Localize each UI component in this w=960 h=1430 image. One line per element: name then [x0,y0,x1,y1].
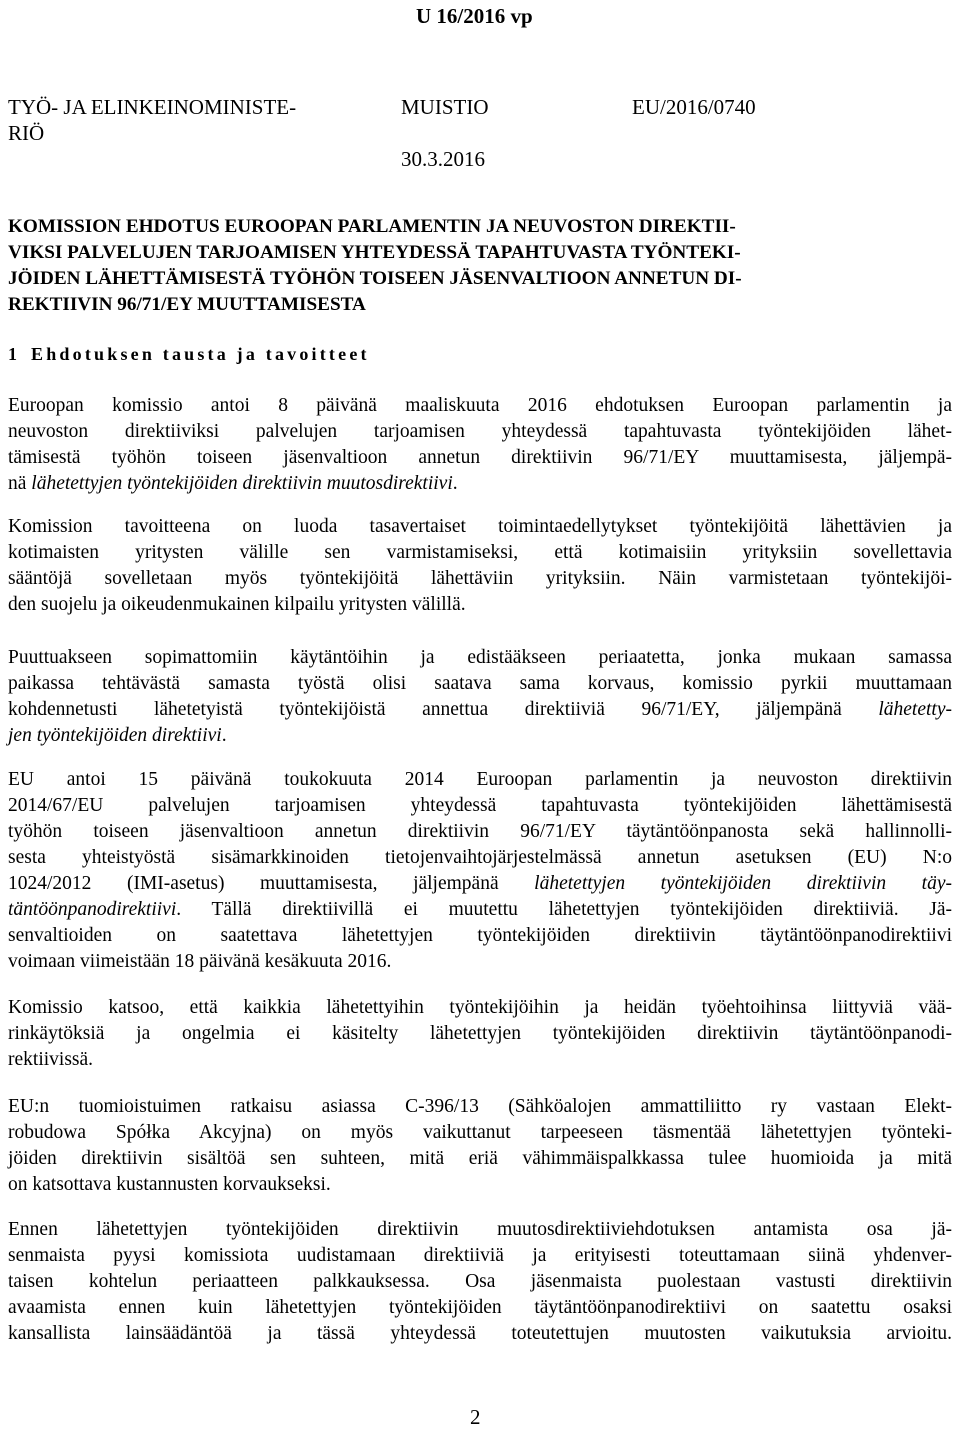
text-line: sääntöjä sovelletaan myös työntekijöitä lähettäviin yrityksiin. Näin varmistetaan työntekijöi- [8,568,952,589]
italic-term: täntöönpanodirektiivi [8,899,177,920]
section-number: 1 [8,344,17,364]
text-line: robudowa Spółka Akcyjna) on myös vaikuttanut tarpeeseen täsmentää lähetettyjen työnteki- [8,1122,952,1143]
text-line: Komission tavoitteena on luoda tasavertaiset toimintaedellytykset työntekijöitä lähettävien ja [8,516,952,537]
text-line: työhön toiseen jäsenvaltioon annetun direktiivin 96/71/EY täytäntöönpanosta sekä hallinnolli- [8,821,952,842]
text-line: sesta yhteistyöstä sisämarkkinoiden tietojenvaihtojärjestelmässä annetun asetuksen (EU) N:o [8,847,952,868]
title-line: VIKSI PALVELUJEN TARJOAMISEN YHTEYDESSÄ TAPAHTUVASTA TYÖNTEKI- [8,242,741,263]
ministry-name-line1: TYÖ- JA ELINKEINOMINISTE- [8,95,297,119]
paragraph-4 [8,767,952,975]
ministry-name [8,94,368,146]
text-line: kotimaisten yritysten välille sen varmistamiseksi, että kotimaisiin yrityksiin sovellettavia [8,542,952,563]
document-date: 30.3.2016 [401,147,485,171]
text-line: tämisestä työhön toiseen jäsenvaltioon annetun direktiivin 96/71/EY muuttamisesta, jäljempä- [8,447,952,468]
text-line: senmaista pyysi komissiota uudistamaan direktiiviä ja erityisesti toteuttamaan siinä yhdenver- [8,1245,952,1266]
text-line: taisen kohtelun periaatteen palkkauksessa. Osa jäsenmaista puolestaan vastusti direktiivin [8,1271,952,1292]
text-line: EU:n tuomioistuimen ratkaisu asiassa C-396/13 (Sähköalojen ammattiliitto ry vastaan Elekt- [8,1096,952,1117]
text-run: kohdennetusti lähetetyistä työntekijöistä annettua direktiiviä 96/71/EY, jäljempänä [8,699,879,720]
document-id: U 16/2016 vp [416,4,533,28]
section-title: Ehdotuksen tausta ja tavoitteet [31,344,370,364]
text-line: paikassa tehtävästä samasta työstä olisi saatava sama korvaus, komissio pyrkii muuttamaan [8,673,952,694]
paragraph-7 [8,1217,952,1347]
text-line: rektiivissä. [8,1049,94,1070]
section-heading [8,344,370,365]
text-line: jöiden direktiivin sisältöä sen suhteen, mitä eriä vähimmäispalkkassa tulee huomioida ja mitä [8,1148,952,1169]
text-run: nä [8,473,32,494]
text-run: . [452,473,458,494]
text-line: neuvoston direktiiviksi palvelujen tarjoamisen yhteydessä tapahtuvasta työntekijöiden lähet- [8,421,952,442]
text-line: rinkäytöksiä ja ongelmia ei käsitelty lähetettyjen työntekijöiden direktiivin täytäntöönpanodi- [8,1023,952,1044]
text-line: on katsottava kustannusten korvaukseksi. [8,1174,331,1195]
text-line [8,897,952,923]
italic-term: lähetetty- [878,699,952,720]
text-line: EU antoi 15 päivänä toukokuuta 2014 Euroopan parlamentin ja neuvoston direktiivin [8,769,952,790]
ministry-name-line2: RIÖ [8,121,45,145]
reference-number: EU/2016/0740 [632,95,756,119]
text-line: avaamista ennen kuin lähetettyjen työntekijöiden täytäntöönpanodirektiivi on saatettu osaksi [8,1297,952,1318]
text-line [8,697,952,723]
paragraph-5 [8,995,952,1073]
paragraph-2 [8,514,952,618]
text-line: 2014/67/EU palvelujen tarjoamisen yhteydessä tapahtuvasta työntekijöiden lähettämisestä [8,795,952,816]
paragraph-6 [8,1094,952,1198]
text-line [8,723,952,749]
title-line: KOMISSION EHDOTUS EUROOPAN PARLAMENTIN JA NEUVOSTON DIREKTII- [8,216,736,237]
title-line: REKTIIVIN 96/71/EY MUUTTAMISESTA [8,294,366,315]
text-run: . Tällä direktiivillä ei muutettu lähetettyjen työntekijöiden direktiiviä. Jä- [176,899,952,920]
text-line: Puuttuakseen sopimattomiin käytäntöihin ja edistääkseen periaatetta, jonka mukaan samassa [8,647,952,668]
text-line: senvaltioiden on saatettava lähetettyjen työntekijöiden direktiivin täytäntöönpanodirektiivi [8,925,952,946]
text-line [8,871,952,897]
text-line: Ennen lähetettyjen työntekijöiden direktiivin muutosdirektiiviehdotuksen antamista osa jä- [8,1219,952,1240]
italic-term: jen työntekijöiden direktiivi [8,725,222,746]
text-line: Euroopan komissio antoi 8 päivänä maaliskuuta 2016 ehdotuksen Euroopan parlamentin ja [8,395,952,416]
text-line: den suojelu ja oikeudenmukainen kilpailu yritysten välillä. [8,594,466,615]
paragraph-3 [8,645,952,749]
page-number: 2 [470,1405,481,1429]
text-run: . [221,725,227,746]
italic-term: lähetettyjen työntekijöiden direktiivin muutosdirektiivi [31,473,453,494]
text-run: 1024/2012 (IMI-asetus) muuttamisesta, jäljempänä [8,873,535,894]
document-type: MUISTIO [401,95,489,119]
title-line: JÖIDEN LÄHETTÄMISESTÄ TYÖHÖN TOISEEN JÄSENVALTIOON ANNETUN DI- [8,268,742,289]
text-line: kansallista lainsäädäntöä ja tässä yhteydessä toteutettujen muutosten vaikutuksia arvioitu. [8,1323,952,1344]
italic-term: lähetettyjen työntekijöiden direktiivin täy- [534,873,952,894]
text-line: voimaan viimeistään 18 päivänä kesäkuuta 2016. [8,951,392,972]
text-line [8,471,952,497]
document-title [8,214,952,318]
text-line: Komissio katsoo, että kaikkia lähetettyihin työntekijöihin ja heidän työehtoihinsa liittyviä vää- [8,997,952,1018]
paragraph-1 [8,393,952,497]
